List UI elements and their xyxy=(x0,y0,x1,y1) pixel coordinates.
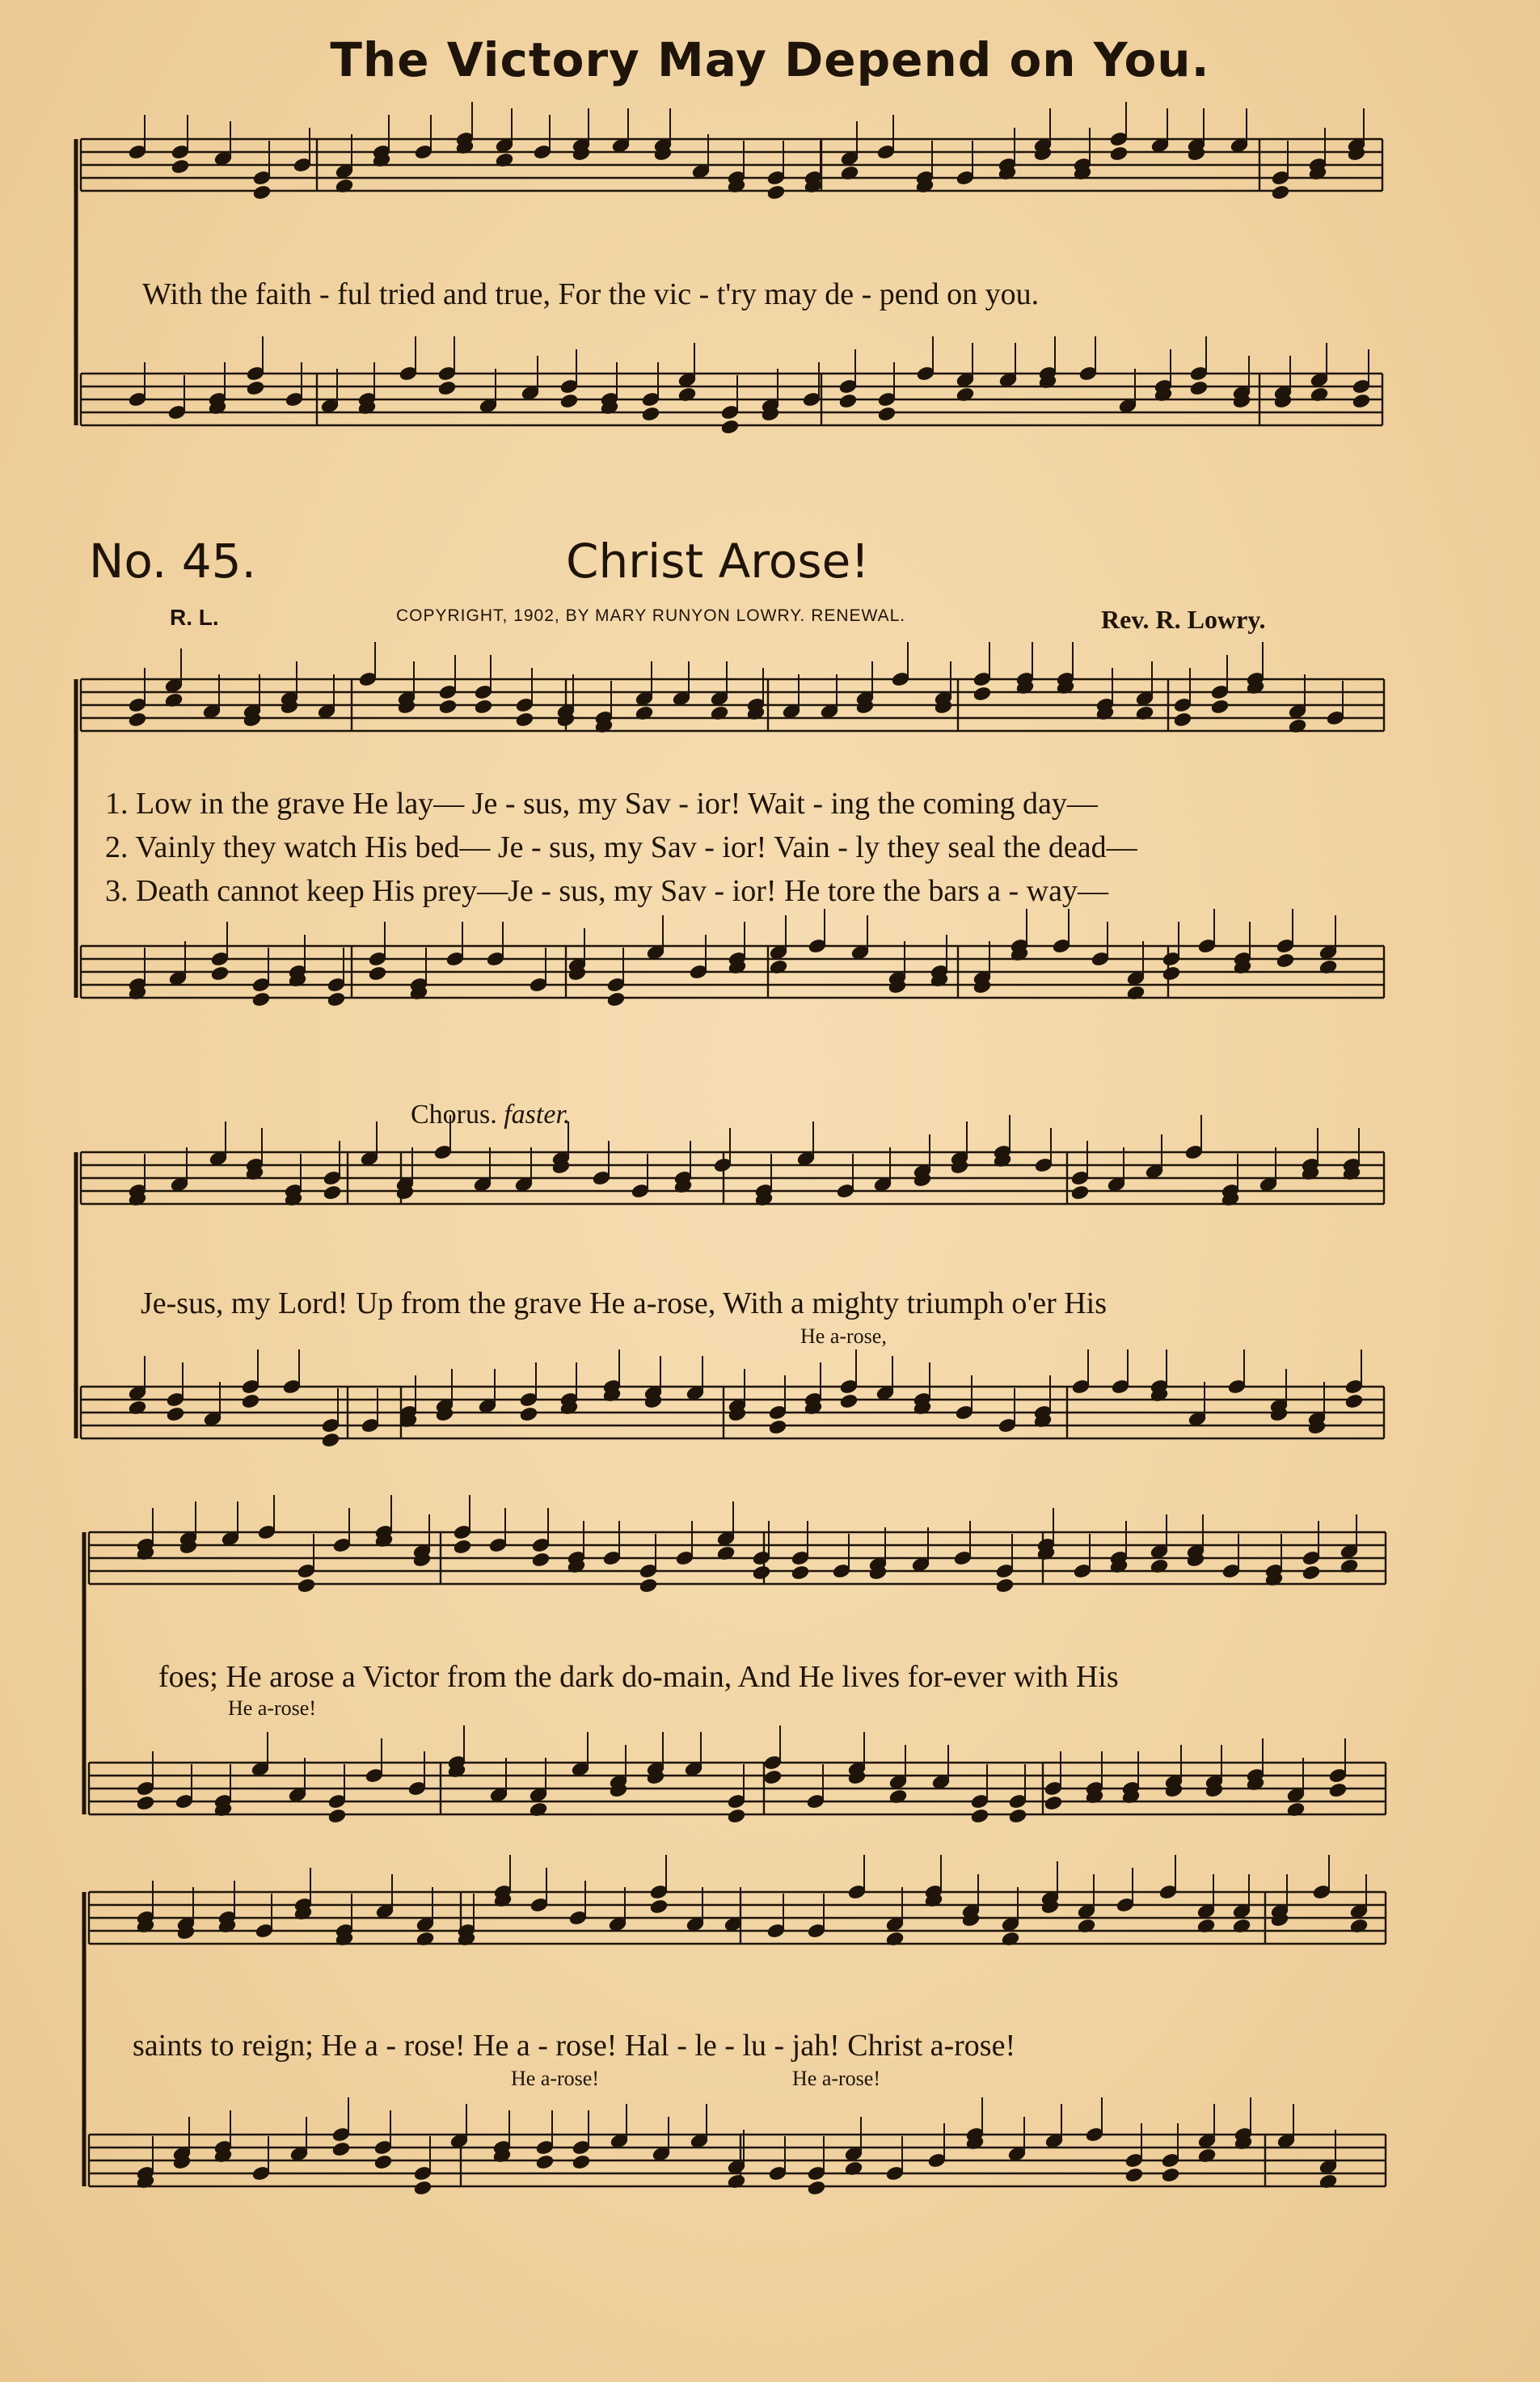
verse-1: 1. Low in the grave He lay— Je - sus, my Sav - ior! Wait - ing the coming day— xyxy=(105,787,1098,821)
note-head xyxy=(1302,1565,1321,1581)
note-head xyxy=(766,184,786,201)
note-head xyxy=(453,1539,472,1555)
copyright-notice: COPYRIGHT, 1902, BY MARY RUNYON LOWRY. RENEWAL. xyxy=(396,606,906,625)
author-initials: R. L. xyxy=(170,605,219,630)
note-head xyxy=(515,712,534,728)
note-head xyxy=(973,686,992,702)
echo-4: He a-rose! xyxy=(792,2067,880,2090)
note-head xyxy=(1328,1782,1348,1798)
note-head xyxy=(752,1565,771,1581)
note-head xyxy=(246,380,265,396)
note-head xyxy=(241,1393,260,1409)
note-head xyxy=(639,1577,658,1594)
chorus-line-2: foes; He arose a Victor from the dark do-main, And He lives for-ever with His xyxy=(158,1660,1119,1694)
note-head xyxy=(791,1565,810,1581)
note-head xyxy=(1344,1393,1364,1409)
chorus-line-1: Je-sus, my Lord! Up from the grave He a-rose, With a mighty triumph o'er His xyxy=(141,1286,1108,1320)
note-head xyxy=(368,965,387,982)
top-hymn-title: The Victory May Depend on You. xyxy=(330,32,1210,87)
verse-3: 3. Death cannot keep His prey—Je - sus, my Sav - ior! He tore the bars a - way— xyxy=(105,874,1108,908)
note-head xyxy=(970,1808,989,1824)
note-head xyxy=(572,2154,591,2170)
note-head xyxy=(877,406,897,422)
note-head xyxy=(763,1769,783,1785)
note-head xyxy=(438,699,458,715)
note-head xyxy=(559,393,579,409)
chorus-label: Chorus. xyxy=(411,1100,497,1130)
note-head xyxy=(437,380,457,396)
note-head xyxy=(1189,380,1209,396)
verse-2: 2. Vainly they watch His bed— Je - sus, my Sav - ior! Vain - ly they seal the dead— xyxy=(105,830,1137,864)
note-head xyxy=(1210,699,1230,715)
note-head xyxy=(331,2141,351,2157)
note-head xyxy=(128,712,147,728)
note-head xyxy=(1173,712,1192,728)
note-head xyxy=(1352,393,1371,409)
note-head xyxy=(1008,1808,1027,1824)
hymn-title: Christ Arose! xyxy=(566,534,870,589)
note-head xyxy=(1271,184,1290,201)
note-head xyxy=(1276,952,1295,969)
note-head xyxy=(606,991,626,1007)
composer: Rev. R. Lowry. xyxy=(1101,605,1266,634)
note-head xyxy=(171,158,190,175)
note-head xyxy=(641,406,660,422)
note-head xyxy=(720,419,740,435)
note-head xyxy=(166,1406,185,1422)
note-head xyxy=(321,1432,340,1448)
note-head xyxy=(839,1393,859,1409)
note-head xyxy=(727,1808,746,1824)
note-head xyxy=(531,1552,551,1568)
note-head xyxy=(1044,1795,1063,1811)
note-head xyxy=(838,393,858,409)
tempo-marking: faster. xyxy=(504,1100,571,1130)
note-head xyxy=(136,1795,155,1811)
echo-2: He a-rose! xyxy=(228,1696,316,1720)
note-head xyxy=(323,1185,342,1201)
note-head xyxy=(1070,1185,1090,1201)
hymn-number: No. 45. xyxy=(89,534,256,589)
note-head xyxy=(535,2154,555,2170)
note-head xyxy=(251,991,271,1007)
note-head xyxy=(327,1808,347,1824)
note-head xyxy=(807,2180,826,2196)
note-head xyxy=(649,1898,669,1915)
note-head xyxy=(210,965,230,982)
note-head xyxy=(995,1577,1015,1594)
note-head xyxy=(474,699,493,715)
note-head xyxy=(327,991,346,1007)
note-head xyxy=(297,1577,316,1594)
echo-1: He a-rose, xyxy=(800,1324,887,1348)
chorus-line-3: saints to reign; He a - rose! He a - rose! Hal - le - lu - jah! Christ a-rose! xyxy=(133,2029,1016,2063)
note-head xyxy=(768,1419,787,1435)
note-head xyxy=(1161,2167,1180,2183)
note-head xyxy=(519,1406,538,1422)
note-head xyxy=(252,184,272,201)
note-head xyxy=(413,2180,432,2196)
note-head xyxy=(1109,146,1129,162)
top-hymn-lyric: With the faith - ful tried and true, For the vic - t'ry may de - pend on you. xyxy=(142,277,1040,311)
note-head xyxy=(1124,2167,1144,2183)
echo-3: He a-rose! xyxy=(511,2067,599,2090)
note-head xyxy=(373,2154,393,2170)
chorus-heading xyxy=(411,1100,570,1130)
note-head xyxy=(1162,965,1181,982)
